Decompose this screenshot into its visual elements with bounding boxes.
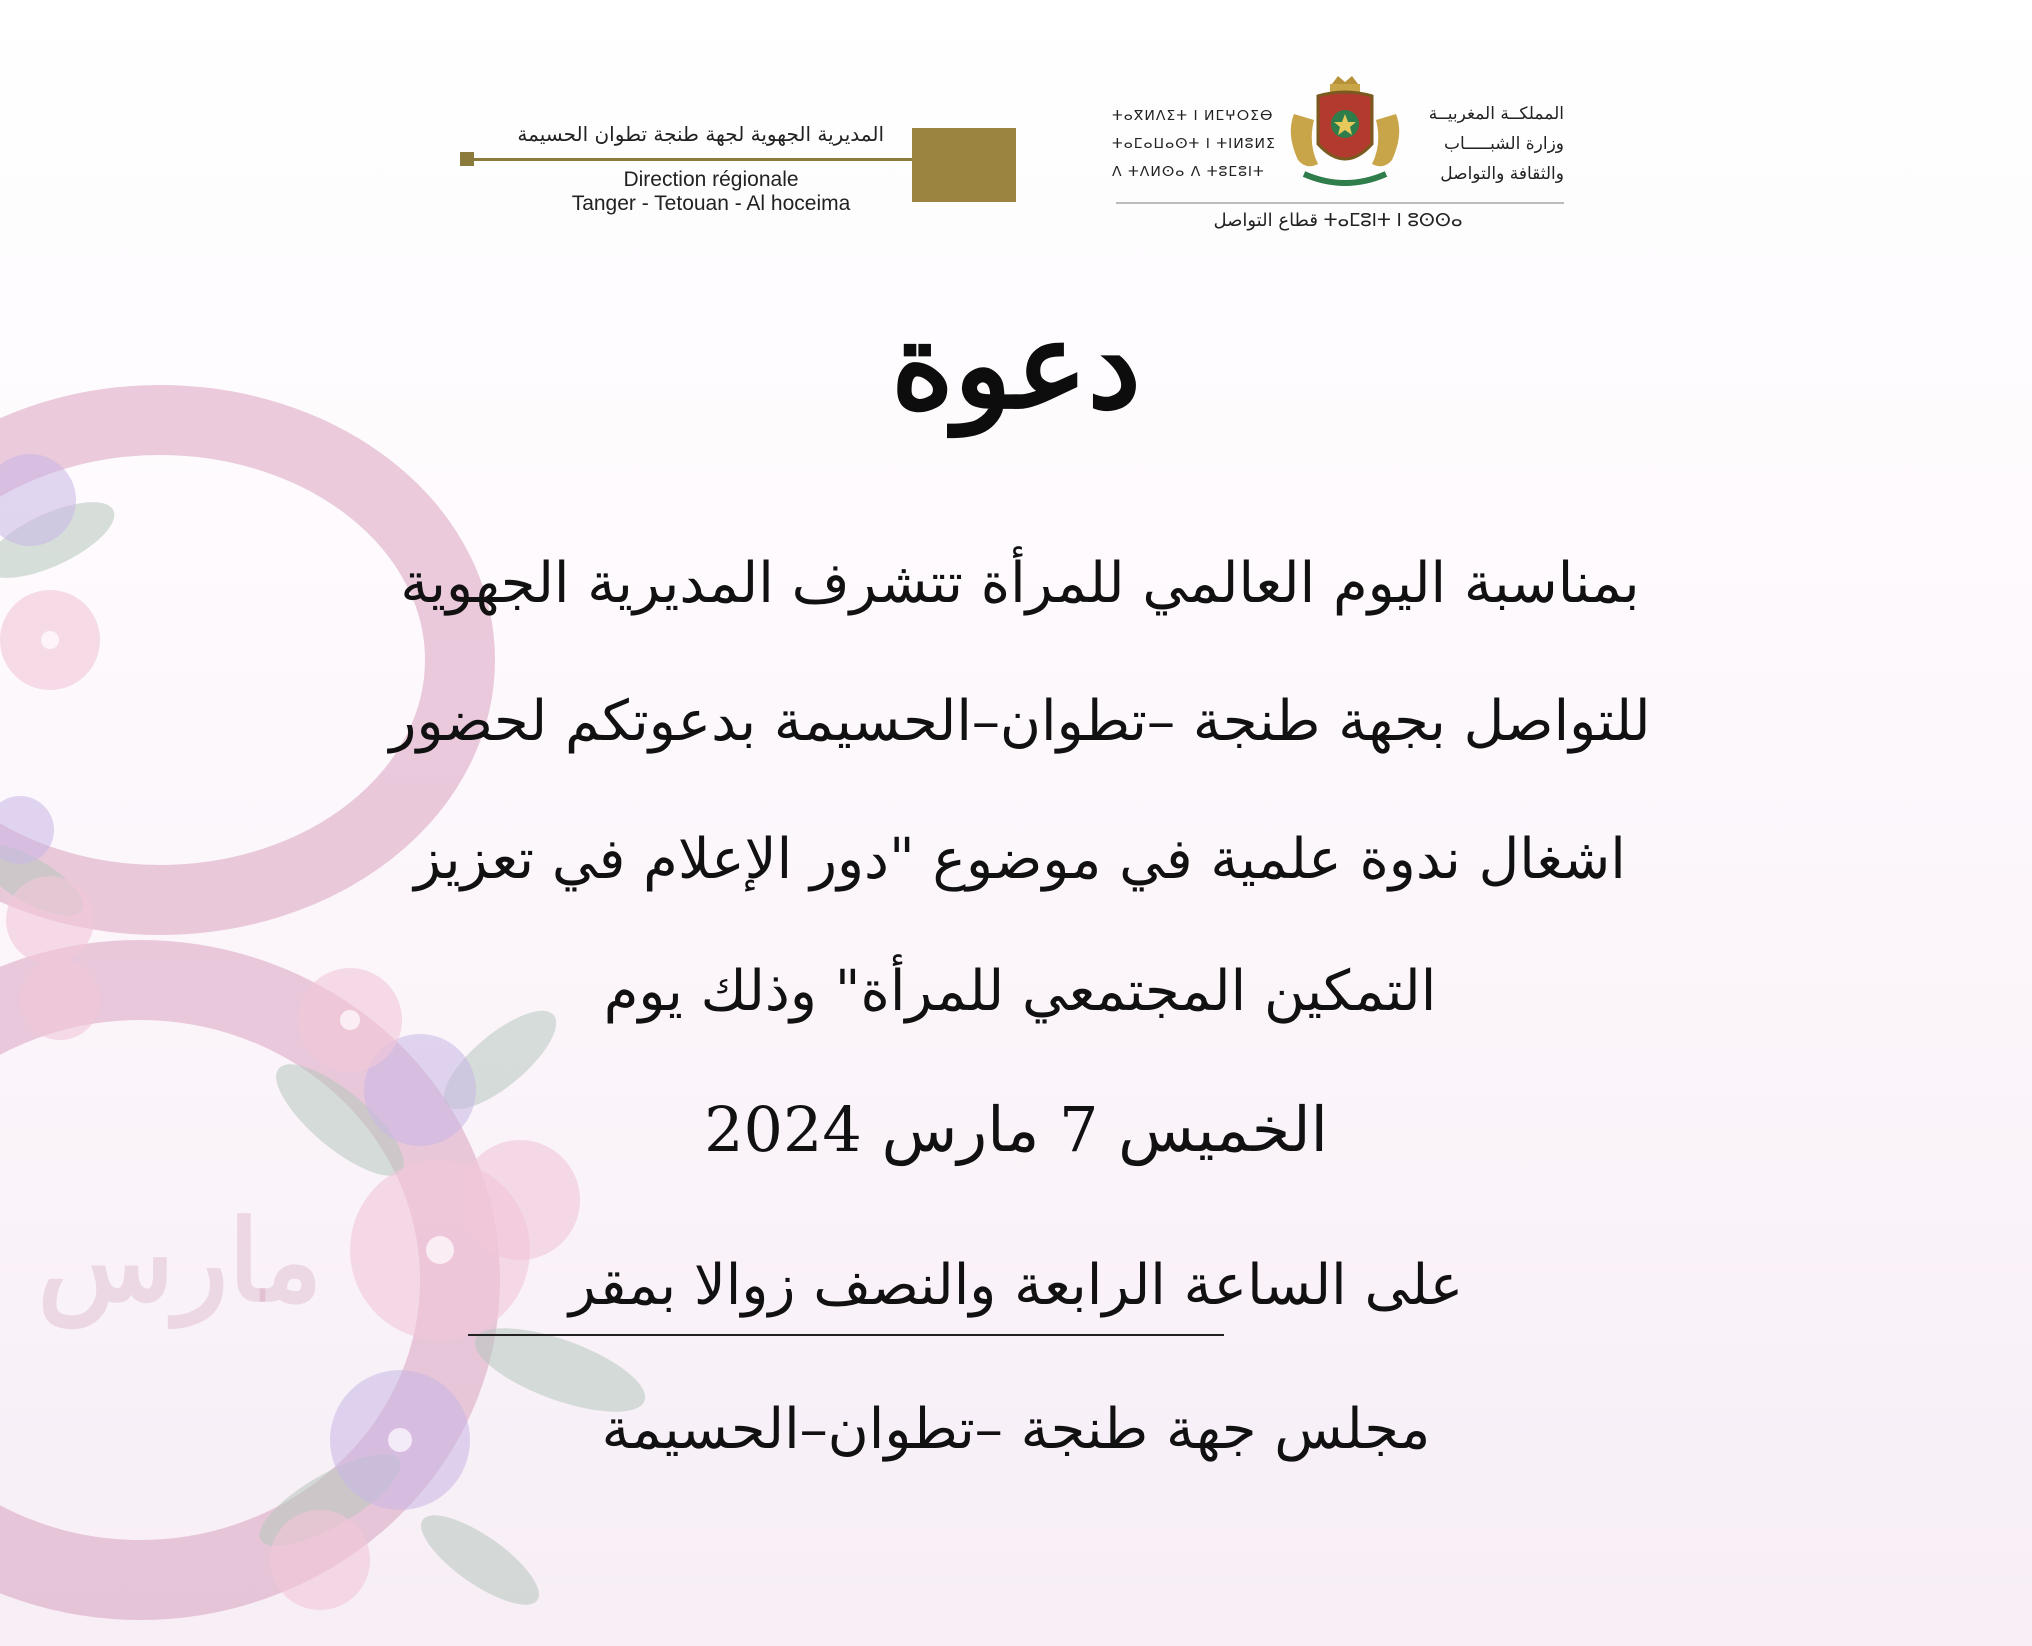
watermark-text: مارس — [37, 1196, 323, 1327]
invitation-body — [150, 548, 1890, 1028]
logo-gold-square — [912, 128, 1016, 202]
ministry-arabic-line1: المملكــة المغربيــة — [1428, 104, 1564, 124]
invitation-line-3: اشغال ندوة علمية في موضوع "دور الإعلام في تعزيز — [414, 827, 1626, 892]
ministry-tifinagh-line2: ⵜⴰⵎⴰⵡⴰⵙⵜ ⵏ ⵜⵏⵍⵓⵍⵉ — [1112, 136, 1276, 152]
ministry-arabic-line3: والثقافة والتواصل — [1440, 164, 1564, 184]
invitation-venue: مجلس جهة طنجة –تطوان–الحسيمة — [601, 1397, 1431, 1462]
time-underline — [468, 1334, 1224, 1336]
regional-direction-french-line1: Direction régionale — [623, 168, 799, 191]
regional-direction-arabic: المديرية الجهوية لجهة طنجة تطوان الحسيمة — [517, 122, 884, 146]
ministry-logo — [1108, 74, 1564, 244]
regional-direction-logo — [456, 112, 1016, 222]
coat-of-arms-icon — [1280, 74, 1410, 194]
ministry-tifinagh-line1: ⵜⴰⴳⵍⴷⵉⵜ ⵏ ⵍⵎⵖⵔⵉⴱ — [1112, 108, 1274, 124]
ministry-sector: قطاع التواصل ⵜⴰⵎⵓⵏⵜ ⵏ ⵓⵙⵙⴰ — [1213, 210, 1463, 231]
invitation-time: على الساعة الرابعة والنصف زوالا بمقر — [568, 1253, 1464, 1318]
invitation-title: دعوة — [891, 295, 1141, 436]
ministry-separator — [1116, 202, 1564, 204]
invitation-date: الخميس 7 مارس 2024 — [704, 1093, 1328, 1166]
ministry-arabic-line2: وزارة الشبـــــاب — [1444, 134, 1564, 154]
invitation-line-4: التمكين المجتمعي للمرأة" وذلك يوم — [603, 959, 1437, 1024]
invitation-line-1: بمناسبة اليوم العالمي للمرأة تتشرف المديرية الجهوية — [400, 551, 1640, 616]
regional-direction-french-line2: Tanger - Tetouan - Al hoceima — [571, 192, 851, 215]
ministry-tifinagh-line3: ⴷ ⵜⴷⵍⵙⴰ ⴷ ⵜⵓⵎⵓⵏⵜ — [1112, 164, 1265, 180]
invitation-line-2: للتواصل بجهة طنجة –تطوان–الحسيمة بدعوتكم لحضور — [389, 689, 1651, 754]
logo-line — [472, 158, 912, 161]
